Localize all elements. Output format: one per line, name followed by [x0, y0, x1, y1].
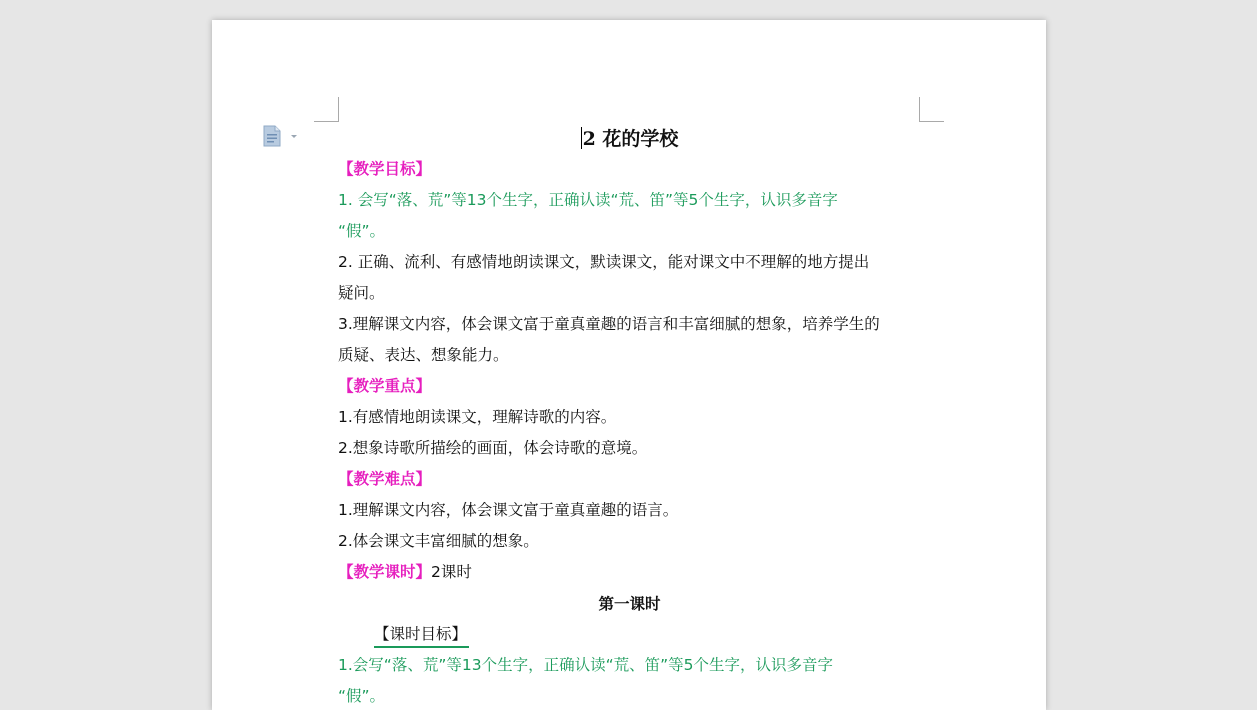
margin-corner-top-left [314, 97, 339, 122]
margin-corner-top-right [919, 97, 944, 122]
key-heading: 【教学重点】 [338, 377, 432, 395]
difficult-heading-line [338, 464, 921, 495]
document-body[interactable] [338, 124, 921, 710]
lesson-1-goal-1-line-2: “假”。 [338, 687, 386, 705]
goal-3-line-1: 3.理解课文内容，体会课文富于童真童趣的语言和丰富细腻的想象，培养学生的 [338, 315, 880, 333]
difficult-point-1: 1.理解课文内容，体会课文富于童真童趣的语言。 [338, 501, 679, 519]
document-page [212, 20, 1046, 710]
lesson-1-goal-1-line-1: 1.会写“落、荒”等13个生字，正确认读“荒、笛”等5个生字，认识多音字 [338, 656, 833, 674]
hours-line [338, 557, 921, 588]
goal-1-line-2: “假”。 [338, 222, 386, 240]
key-point-1: 1.有感情地朗读课文，理解诗歌的内容。 [338, 408, 617, 426]
difficult-point-2: 2.体会课文丰富细腻的想象。 [338, 532, 539, 550]
difficult-heading: 【教学难点】 [338, 470, 432, 488]
lesson-1-goals-heading: 【课时目标】 [374, 622, 469, 648]
key-point-2: 2.想象诗歌所描绘的画面，体会诗歌的意境。 [338, 439, 648, 457]
goals-heading-line [338, 154, 921, 185]
text-cursor [581, 127, 582, 149]
goal-3-line-2: 质疑、表达、想象能力。 [338, 346, 509, 364]
goal-1-line-1: 1. 会写“落、荒”等13个生字，正确认读“荒、笛”等5个生字，认识多音字 [338, 191, 838, 209]
lesson-1-title: 第一课时 [598, 594, 661, 613]
hours-heading: 【教学课时】 [338, 563, 432, 581]
lesson-1-goals-heading-line [338, 619, 921, 650]
goal-2-line-2: 疑问。 [338, 284, 385, 302]
document-title[interactable]: 2 花的学校 [582, 128, 679, 150]
goal-2-line-1: 2. 正确、流利、有感情地朗读课文，默读课文，能对课文中不理解的地方提出 [338, 253, 870, 271]
key-heading-line [338, 371, 921, 402]
hours-value: 2课时 [431, 563, 472, 581]
document-options-icon[interactable] [262, 125, 302, 147]
goals-heading: 【教学目标】 [338, 160, 432, 178]
